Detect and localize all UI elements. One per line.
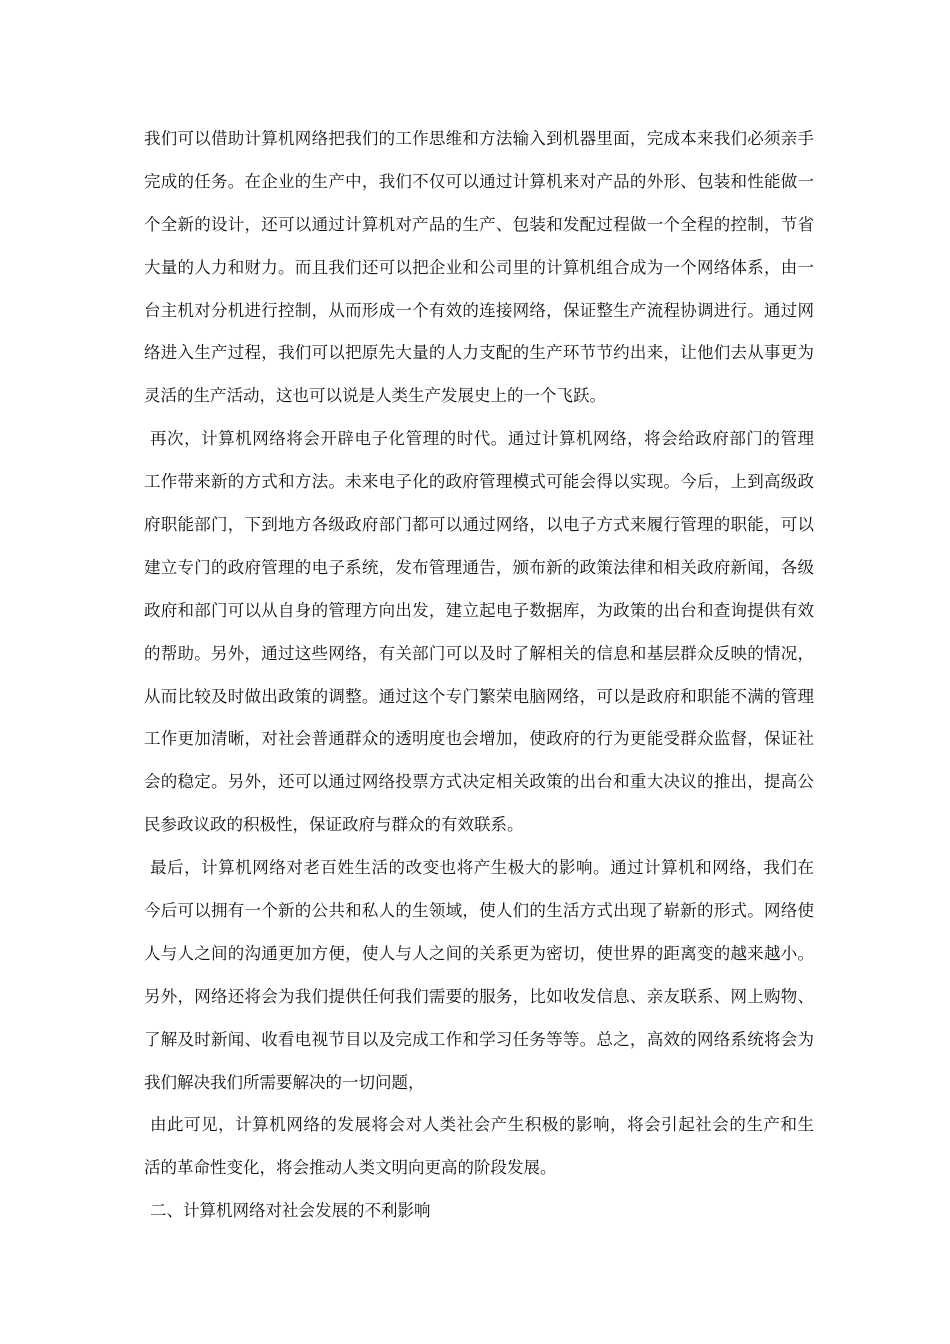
paragraph-first-line: 最后，计算机网络对老百姓生活的改变也将产生极大的影响。通过计算机和网络，我们在	[150, 858, 814, 878]
text-line: 会的稳定。另外，还可以通过网络投票方式决定相关政策的出台和重大决议的推出，提高公	[144, 772, 814, 792]
text-line: 建立专门的政府管理的电子系统，发布管理通告，颁布新的政策法律和相关政府新闻，各级	[144, 557, 814, 577]
text-line: 从而比较及时做出政策的调整。通过这个专门繁荣电脑网络，可以是政府和职能不满的管理	[144, 686, 814, 706]
paragraph-first-line: 由此可见，计算机网络的发展将会对人类社会产生积极的影响，将会引起社会的生产和生	[150, 1115, 814, 1135]
text-line: 络进入生产过程，我们可以把原先大量的人力支配的生产环节节约出来，让他们去从事更为	[144, 343, 814, 363]
text-line: 今后可以拥有一个新的公共和私人的生领域，使人们的生活方式出现了崭新的形式。网络使	[144, 901, 814, 921]
text-line: 大量的人力和财力。而且我们还可以把企业和公司里的计算机组合成为一个网络体系，由一	[144, 257, 814, 277]
text-line: 民参政议政的积极性，保证政府与群众的有效联系。	[144, 815, 524, 835]
text-line: 台主机对分机进行控制，从而形成一个有效的连接网络，保证整生产流程协调进行。通过网	[144, 300, 814, 320]
text-line: 我们可以借助计算机网络把我们的工作思维和方法输入到机器里面，完成本来我们必须亲手	[144, 129, 814, 148]
document-body	[144, 118, 814, 1233]
text-line: 工作带来新的方式和方法。未来电子化的政府管理模式可能会得以实现。今后，上到高级政	[144, 472, 814, 492]
paragraph-first-line: 再次，计算机网络将会开辟电子化管理的时代。通过计算机网络，将会给政府部门的管理	[150, 429, 814, 449]
text-line: 了解及时新闻、收看电视节目以及完成工作和学习任务等等。总之，高效的网络系统将会为	[144, 1029, 814, 1049]
section-heading: 二、计算机网络对社会发展的不利影响	[150, 1201, 431, 1221]
text-line: 的帮助。另外，通过这些网络，有关部门可以及时了解相关的信息和基层群众反映的情况，	[144, 643, 814, 663]
text-line: 灵活的生产活动，这也可以说是人类生产发展史上的一个飞跃。	[144, 386, 606, 406]
text-line: 我们解决我们所需要解决的一切问题，	[144, 1072, 425, 1092]
text-line: 人与人之间的沟通更加方便，使人与人之间的关系更为密切，使世界的距离变的越来越小。	[144, 943, 814, 963]
text-line: 另外，网络还将会为我们提供任何我们需要的服务，比如收发信息、亲友联系、网上购物、	[144, 986, 814, 1006]
text-line: 活的革命性变化，将会推动人类文明向更高的阶段发展。	[144, 1158, 557, 1178]
text-line: 府职能部门，下到地方各级政府部门都可以通过网络，以电子方式来履行管理的职能，可以	[144, 515, 814, 535]
text-line: 个全新的设计，还可以通过计算机对产品的生产、包装和发配过程做一个全程的控制，节省	[144, 214, 814, 234]
text-line: 政府和部门可以从自身的管理方向出发，建立起电子数据库，为政策的出台和查询提供有效	[144, 600, 814, 620]
text-line: 工作更加清晰，对社会普通群众的透明度也会增加，使政府的行为更能受群众监督，保证社	[144, 729, 814, 749]
text-line: 完成的任务。在企业的生产中，我们不仅可以通过计算机来对产品的外形、包装和性能做一	[144, 171, 814, 191]
